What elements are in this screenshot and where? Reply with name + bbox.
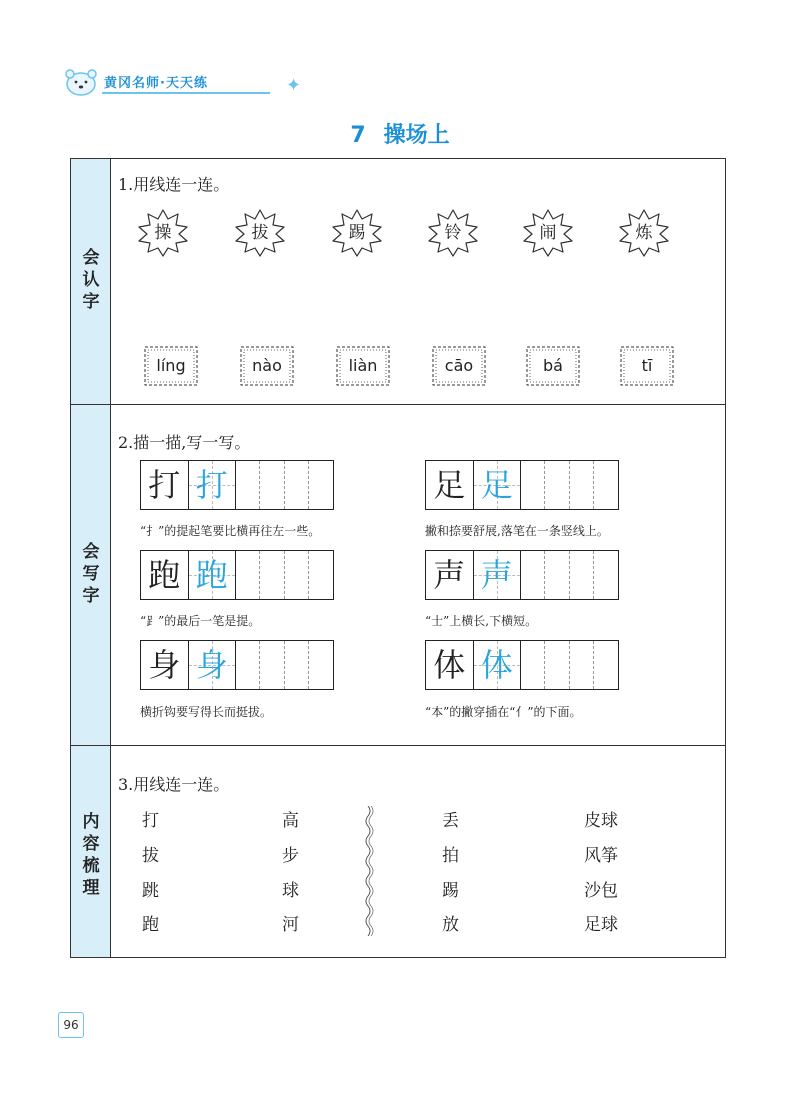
pinyin-box[interactable]: bá [524,344,582,388]
question-1-title: 1.用线连一连。 [118,175,230,194]
character-flower[interactable]: 拔 [234,208,286,258]
writing-grid[interactable] [425,640,619,690]
character-flower[interactable]: 操 [137,208,189,258]
match-object[interactable]: 足球 [584,915,618,935]
match-verb[interactable]: 丢 [442,811,459,831]
match-object[interactable]: 球 [282,881,299,901]
lesson-number: 7 [350,123,366,148]
match-verb[interactable]: 放 [442,915,459,935]
writing-tip: 撇和捺要舒展,落笔在一条竖线上。 [425,524,609,538]
model-character: 声 [433,556,466,594]
section-label-review: 内 容 梳 理 [82,812,100,898]
section-label-recognize: 会 认 字 [82,248,100,312]
model-character: 身 [148,646,181,684]
lesson-name: 操场上 [383,123,450,148]
writing-tip: 横折钩要写得长而挺拔。 [140,705,273,719]
writing-grid[interactable] [140,460,334,510]
question-3-title: 3.用线连一连。 [118,775,230,794]
model-character: 打 [148,466,181,504]
character-flower[interactable]: 踢 [331,208,383,258]
writing-tip: “⻊”的最后一笔是提。 [140,614,261,628]
writing-tip: “扌”的提起笔要比横再往左一些。 [140,524,321,538]
section-divider [71,404,725,405]
writing-grid[interactable] [425,550,619,600]
trace-character: 身 [195,646,228,684]
writing-tip: “士”上横长,下横短。 [425,614,538,628]
pinyin-box[interactable]: nào [238,344,296,388]
pinyin-box[interactable]: tī [618,344,676,388]
trace-character: 体 [480,646,513,684]
model-character: 跑 [148,556,181,594]
question-2-title: 2.描一描,写一写。 [118,433,251,452]
brand-underline [102,92,270,94]
character-flower[interactable]: 闹 [522,208,574,258]
bear-icon [64,68,98,96]
model-character: 足 [433,466,466,504]
page-number: 96 [58,1012,84,1038]
match-verb[interactable]: 踢 [442,881,459,901]
match-object[interactable]: 皮球 [584,811,618,831]
match-verb[interactable]: 拔 [142,846,159,866]
brand-text: 黄冈名师·天天练 [104,76,208,91]
trace-character: 足 [480,466,513,504]
model-character: 体 [433,646,466,684]
character-flower[interactable]: 铃 [427,208,479,258]
match-verb[interactable]: 跑 [142,915,159,935]
brand-logo [64,64,302,104]
section-label-write: 会 写 字 [82,542,100,606]
trace-character: 声 [480,556,513,594]
lesson-title [0,118,800,149]
wavy-divider [362,806,374,936]
match-object[interactable]: 风筝 [584,846,618,866]
section-divider [71,745,725,746]
match-object[interactable]: 沙包 [584,881,618,901]
character-flower[interactable]: 炼 [618,208,670,258]
pinyin-box[interactable]: liàn [334,344,392,388]
writing-grid[interactable] [140,550,334,600]
trace-character: 跑 [195,556,228,594]
trace-character: 打 [195,466,228,504]
match-verb[interactable]: 跳 [142,881,159,901]
match-verb[interactable]: 打 [142,811,159,831]
match-object[interactable]: 步 [282,846,299,866]
pinyin-box[interactable]: cāo [430,344,488,388]
writing-grid[interactable] [425,460,619,510]
pinyin-box[interactable]: líng [142,344,200,388]
match-verb[interactable]: 拍 [442,846,459,866]
match-object[interactable]: 高 [282,811,299,831]
writing-tip: “本”的撇穿插在“亻”的下面。 [425,705,582,719]
writing-grid[interactable] [140,640,334,690]
sparkle-icon: ✦ [286,75,302,96]
match-object[interactable]: 河 [282,915,299,935]
